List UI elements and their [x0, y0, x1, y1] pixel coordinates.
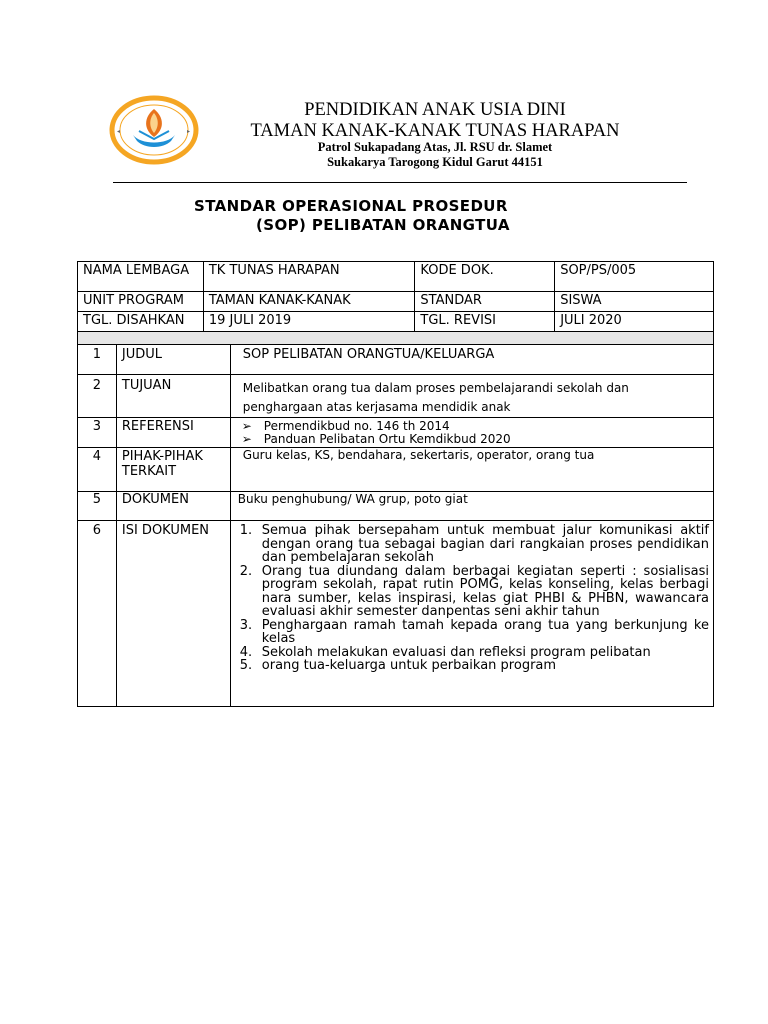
section-label: TUJUAN: [116, 375, 230, 418]
section-value: SOP PELIBATAN ORANGTUA/KELUARGA: [230, 345, 713, 375]
meta-value: SOP/PS/005: [555, 262, 714, 292]
section-label: ISI DOKUMEN: [116, 521, 230, 707]
section-label: REFERENSI: [116, 418, 230, 448]
table-row: [78, 418, 714, 448]
address-line-1: Patrol Sukapadang Atas, Jl. RSU dr. Slamet: [317, 140, 553, 154]
reference-list: [236, 420, 708, 446]
row-number: 4: [78, 448, 117, 492]
list-text: orang tua-keluarga untuk perbaikan program: [261, 658, 557, 673]
arrow-bullet-icon: ➢: [241, 432, 252, 446]
row-number: 3: [78, 418, 117, 448]
meta-value: 19 JULI 2019: [203, 312, 415, 332]
reference-text: Permendikbud no. 146 th 2014: [263, 419, 450, 433]
section-label: JUDUL: [116, 345, 230, 375]
list-item: [236, 565, 709, 619]
sop-content-table: [77, 344, 714, 707]
arrow-bullet-icon: ➢: [241, 419, 252, 433]
doc-title-line-1: STANDAR OPERASIONAL PROSEDUR: [194, 197, 508, 215]
row-number: 1: [78, 345, 117, 375]
meta-label: STANDAR: [415, 292, 555, 312]
reference-list-cell: [230, 418, 713, 448]
doc-title-line-2: (SOP) PELIBATAN ORANGTUA: [256, 216, 510, 234]
list-number: 3.: [239, 617, 253, 633]
school-emblem-icon: [109, 95, 199, 165]
meta-value: JULI 2020: [555, 312, 714, 332]
table-row: [78, 262, 714, 292]
table-row: [78, 375, 714, 418]
document-meta-table: [77, 261, 714, 332]
svg-text:◂: ◂: [117, 128, 121, 135]
meta-label: NAMA LEMBAGA: [78, 262, 204, 292]
header-divider: [113, 182, 687, 183]
list-item: [236, 619, 709, 646]
list-number: 5.: [239, 658, 253, 673]
row-number: 2: [78, 375, 117, 418]
row-number: 6: [78, 521, 117, 707]
reference-text: Panduan Pelibatan Ortu Kemdikbud 2020: [263, 432, 511, 446]
content-list: [236, 524, 709, 673]
table-row: [78, 492, 714, 521]
meta-label: TGL. REVISI: [415, 312, 555, 332]
list-text: Semua pihak bersepaham untuk membuat jalur komunikasi aktif dengan orang tua sebagai bagian dari rangkaian proses pendidikan dan pembelajaran sekolah: [261, 523, 709, 565]
content-list-cell: [230, 521, 713, 707]
section-label: PIHAK-PIHAK TERKAIT: [116, 448, 230, 492]
list-number: 2.: [239, 563, 253, 579]
list-text: Sekolah melakukan evaluasi dan refleksi program pelibatan: [261, 644, 651, 660]
table-row: [78, 521, 714, 707]
section-label: DOKUMEN: [116, 492, 230, 521]
institution-category: PENDIDIKAN ANAK USIA DINI: [304, 100, 566, 120]
list-number: 4.: [239, 644, 253, 660]
list-item: [236, 433, 708, 446]
meta-value: TAMAN KANAK-KANAK: [203, 292, 415, 312]
row-number: 5: [78, 492, 117, 521]
list-number: 1.: [239, 523, 253, 538]
meta-value: SISWA: [555, 292, 714, 312]
address-line-2: Sukakarya Tarogong Kidul Garut 44151: [327, 155, 543, 169]
list-text: Orang tua diundang dalam berbagai kegiatan seperti : sosialisasi program sekolah, rapat rutin POMG, kelas konseling, kelas berbagi nara sumber, kelas inspirasi, kelas giat PHBI & PHBN, wawancara evaluasi akhir semester danpentas seni akhir tahun: [261, 563, 709, 619]
table-row: [78, 345, 714, 375]
section-value: Melibatkan orang tua dalam proses pembelajarandi sekolah dan penghargaan atas kerjasama mendidik anak: [230, 375, 713, 418]
svg-text:▸: ▸: [187, 128, 191, 135]
list-item: [236, 659, 709, 673]
table-row: [78, 312, 714, 332]
list-item: [236, 646, 709, 660]
meta-label: UNIT PROGRAM: [78, 292, 204, 312]
table-row: [78, 448, 714, 492]
table-row: [78, 292, 714, 312]
meta-value: TK TUNAS HARAPAN: [203, 262, 415, 292]
list-item: [236, 524, 709, 565]
list-text: Penghargaan ramah tamah kepada orang tua yang berkunjung ke kelas: [261, 617, 709, 646]
section-value: Buku penghubung/ WA grup, poto giat: [230, 492, 713, 521]
section-value: Guru kelas, KS, bendahara, sekertaris, operator, orang tua: [230, 448, 713, 492]
institution-name: TAMAN KANAK-KANAK TUNAS HARAPAN: [250, 121, 620, 141]
meta-label: TGL. DISAHKAN: [78, 312, 204, 332]
meta-label: KODE DOK.: [415, 262, 555, 292]
